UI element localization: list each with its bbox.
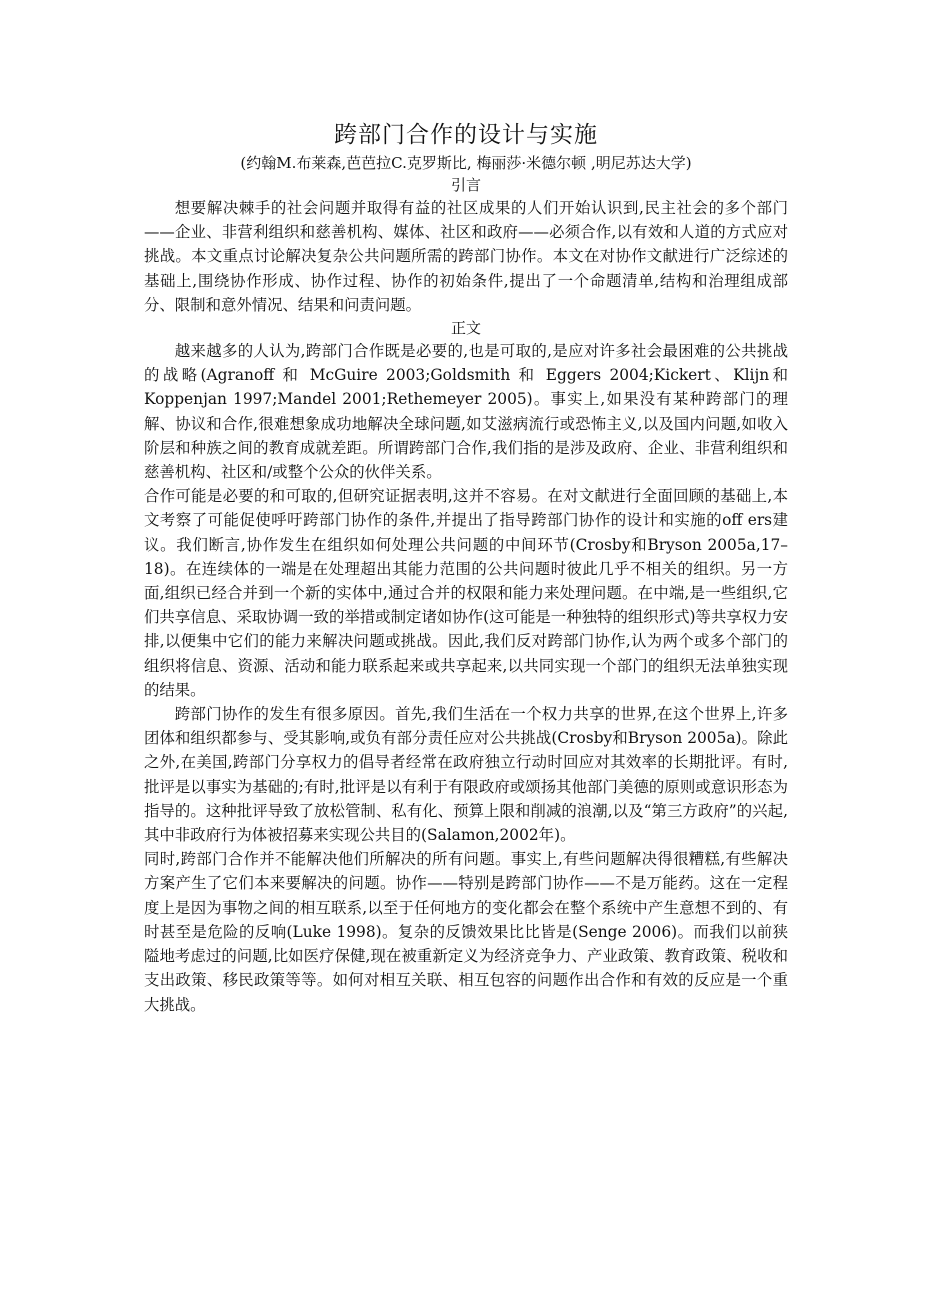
body-paragraph-1: 越来越多的人认为,跨部门合作既是必要的,也是可取的,是应对许多社会最困难的公共挑战的战略(Agranoff 和 McGuire 2003;Goldsmith 和 Eggers 2004;Kickert、Klijn和Koppenjan 1997;Mandel 2001;Rethemeyer 2005)。事实上,如果没有某种跨部门的理解、协议和合作,很难想象成功地解决全球问题,如艾滋病流行或恐怖主义,以及国内问题,如收入阶层和种族之间的教育成就差距。所谓跨部门合作,我们指的是涉及政府、企业、非营利组织和慈善机构、社区和/或整个公众的伙伴关系。 xyxy=(144,342,788,482)
body-heading: 正文 xyxy=(450,319,481,338)
body-paragraph-4: 同时,跨部门合作并不能解决他们所解决的所有问题。事实上,有些问题解决得很糟糕,有些解决方案产生了它们本来要解决的问题。协作——特别是跨部门协作——不是万能药。这在一定程度上是因为事物之间的相互联系,以至于任何地方的变化都会在整个系统中产生意想不到的、有时甚至是危险的反响(Luke 1998)。复杂的反馈效果比比皆是(Senge 2006)。而我们以前狭隘地考虑过的问题,比如医疗保健,现在被重新定义为经济竞争力、产业政策、教育政策、税收和支出政策、移民政策等等。如何对相互关联、相互包容的问题作出合作和有效的反应是一个重大挑战。 xyxy=(144,850,788,1014)
body-paragraph-3: 跨部门协作的发生有很多原因。首先,我们生活在一个权力共享的世界,在这个世界上,许多团体和组织都参与、受其影响,或负有部分责任应对公共挑战(Crosby和Bryson 2005a)。除此之外,在美国,跨部门分享权力的倡导者经常在政府独立行动时回应对其效率的长期批评。有时,批评是以事实为基础的;有时,批评是以有利于有限政府或颂扬其他部门美德的原则或意识形态为指导的。这种批评导致了放松管制、私有化、预算上限和削减的浪潮,以及“第三方政府”的兴起,其中非政府行为体被招募来实现公共目的(Salamon,2002年)。 xyxy=(144,705,788,845)
document-title: 跨部门合作的设计与实施 xyxy=(334,122,598,148)
body-paragraph-2: 合作可能是必要的和可取的,但研究证据表明,这并不容易。在对文献进行全面回顾的基础上,本文考察了可能促使呼吁跨部门协作的条件,并提出了指导跨部门协作的设计和实施的off ers建议。我们断言,协作发生在组织如何处理公共问题的中间环节(Crosby和Bryson 2005a,17–18)。在连续体的一端是在处理超出其能力范围的公共问题时彼此几乎不相关的组织。另一方面,组织已经合并到一个新的实体中,通过合并的权限和能力来处理问题。在中端,是一些组织,它们共享信息、采取协调一致的举措或制定诸如协作(这可能是一种独特的组织形式)等共享权力安排,以便集中它们的能力来解决问题或挑战。因此,我们反对跨部门协作,认为两个或多个部门的组织将信息、资源、活动和能力联系起来或共享起来,以共同实现一个部门的组织无法单独实现的结果。 xyxy=(144,487,788,699)
author-line: (约翰M.布莱森,芭芭拉C.克罗斯比, 梅丽莎·米德尔顿 ,明尼苏达大学) xyxy=(240,154,692,172)
document-page xyxy=(144,118,788,1017)
intro-heading: 引言 xyxy=(450,176,481,194)
intro-paragraph: 想要解决棘手的社会问题并取得有益的社区成果的人们开始认识到,民主社会的多个部门——企业、非营利组织和慈善机构、媒体、社区和政府——必须合作,以有效和人道的方式应对挑战。本文重点讨论解决复杂公共问题所需的跨部门协作。本文在对协作文献进行广泛综述的基础上,围绕协作形成、协作过程、协作的初始条件,提出了一个命题清单,结构和治理组成部分、限制和意外情况、结果和问责问题。 xyxy=(144,199,788,314)
